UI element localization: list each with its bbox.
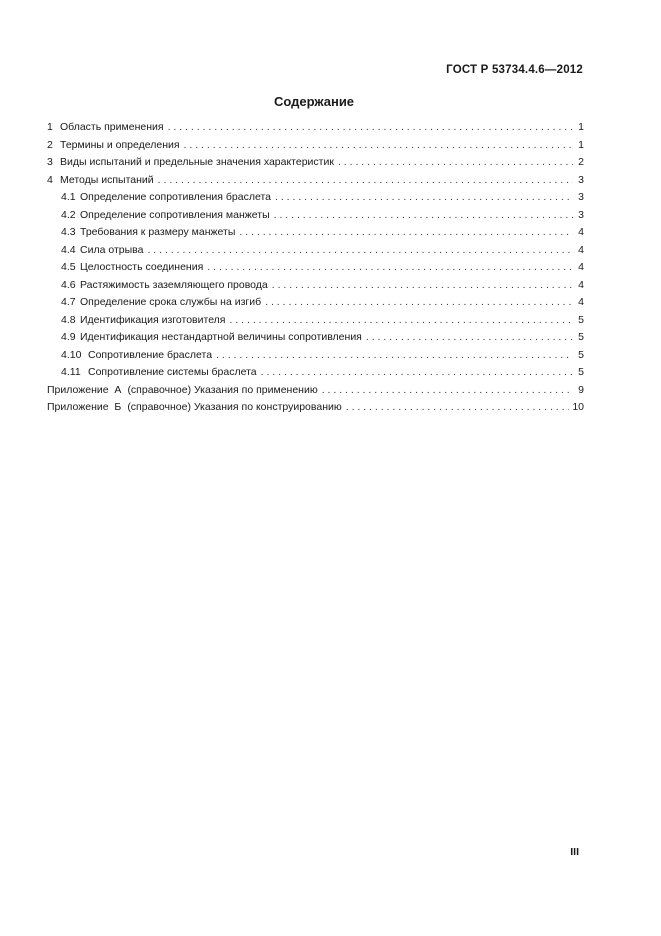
toc-entry-3[interactable] [47, 156, 584, 174]
toc-page: 1 [578, 138, 584, 151]
toc-label: Сопротивление браслета [88, 348, 213, 361]
toc-entry-2[interactable] [47, 139, 584, 157]
toc-label: Виды испытаний и предельные значения характеристик [60, 156, 334, 168]
toc-leader [207, 261, 573, 273]
toc-page: 3 [578, 173, 584, 186]
toc-number: 1 [47, 121, 53, 133]
toc-entry-4-5[interactable] [47, 261, 584, 279]
toc-entry-4-11[interactable] [47, 366, 584, 384]
toc-page: 5 [578, 366, 584, 378]
toc-leader [168, 121, 573, 133]
toc-label: (справочное) Указания по конструированию [127, 401, 342, 413]
toc-number: 4.6 [61, 278, 76, 291]
toc-page: 9 [578, 383, 584, 396]
toc-entry-4-7[interactable] [47, 296, 584, 314]
page-title: Содержание [273, 94, 355, 109]
toc-number: 3 [47, 156, 53, 168]
toc-entry-4-3[interactable] [47, 226, 584, 244]
toc-page: 10 [572, 401, 584, 413]
toc-leader [230, 314, 574, 326]
toc-entry-4-6[interactable] [47, 279, 584, 297]
toc-leader [265, 296, 573, 308]
toc-leader [239, 226, 573, 238]
toc-label: Определение сопротивления манжеты [80, 208, 270, 221]
toc-entry-4[interactable] [47, 174, 584, 192]
toc-number: Приложение А [47, 383, 122, 396]
toc-page: 4 [578, 278, 584, 291]
toc-page: 5 [578, 348, 584, 361]
toc-number: 4.9 [61, 331, 76, 343]
toc-leader [184, 139, 573, 151]
toc-leader [272, 279, 573, 291]
toc-number: 4.3 [61, 226, 76, 238]
table-of-contents [47, 121, 584, 419]
toc-leader [261, 366, 573, 378]
toc-number: 4 [47, 173, 53, 186]
toc-label: Сопротивление системы браслета [88, 366, 257, 378]
toc-leader [147, 244, 573, 256]
toc-label: Методы испытаний [60, 173, 154, 186]
toc-number: 4.10 [61, 348, 82, 361]
toc-label: Определение сопротивления браслета [80, 191, 271, 203]
toc-leader [158, 174, 573, 186]
toc-number: 4.1 [61, 191, 76, 203]
toc-label: Растяжимость заземляющего провода [80, 278, 268, 291]
toc-page: 1 [578, 121, 584, 133]
toc-label: Требования к размеру манжеты [80, 226, 236, 238]
toc-entry-4-4[interactable] [47, 244, 584, 262]
toc-number: 4.11 [61, 366, 81, 378]
toc-number: Приложение Б [47, 401, 122, 413]
toc-label: Целостность соединения [80, 261, 204, 273]
toc-entry-4-2[interactable] [47, 209, 584, 227]
toc-label: Идентификация изготовителя [80, 313, 226, 326]
document-code: ГОСТ Р 53734.4.6—2012 [446, 64, 583, 76]
toc-page: 5 [578, 313, 584, 326]
toc-leader [275, 191, 573, 203]
toc-entry-appendix-b[interactable] [47, 401, 584, 419]
toc-entry-appendix-a[interactable] [47, 384, 584, 402]
toc-number: 4.5 [61, 261, 76, 273]
toc-entry-4-9[interactable] [47, 331, 584, 349]
toc-entry-4-10[interactable] [47, 349, 584, 367]
toc-label: Сила отрыва [80, 243, 144, 256]
toc-leader [366, 331, 573, 343]
toc-page: 5 [578, 331, 584, 343]
toc-number: 4.4 [61, 243, 76, 256]
toc-number: 4.7 [61, 296, 76, 308]
toc-page: 2 [578, 156, 584, 168]
toc-entry-4-1[interactable] [47, 191, 584, 209]
toc-number: 4.2 [61, 208, 76, 221]
toc-leader [322, 384, 573, 396]
toc-label: Термины и определения [60, 138, 180, 151]
toc-label: (справочное) Указания по применению [127, 383, 318, 396]
toc-entry-4-8[interactable] [47, 314, 584, 332]
toc-leader [274, 209, 573, 221]
toc-page: 3 [578, 191, 584, 203]
toc-entry-1[interactable] [47, 121, 584, 139]
toc-leader [216, 349, 573, 361]
toc-label: Определение срока службы на изгиб [80, 296, 262, 308]
toc-page: 4 [578, 243, 584, 256]
toc-label: Область применения [60, 121, 164, 133]
toc-number: 4.8 [61, 313, 76, 326]
toc-page: 4 [578, 296, 584, 308]
toc-number: 2 [47, 138, 53, 151]
toc-label: Идентификация нестандартной величины сопротивления [80, 331, 362, 343]
toc-leader [338, 156, 573, 168]
toc-page: 4 [578, 261, 584, 273]
toc-leader [346, 401, 570, 413]
page-number: III [570, 846, 579, 858]
toc-page: 3 [578, 208, 584, 221]
toc-page: 4 [578, 226, 584, 238]
